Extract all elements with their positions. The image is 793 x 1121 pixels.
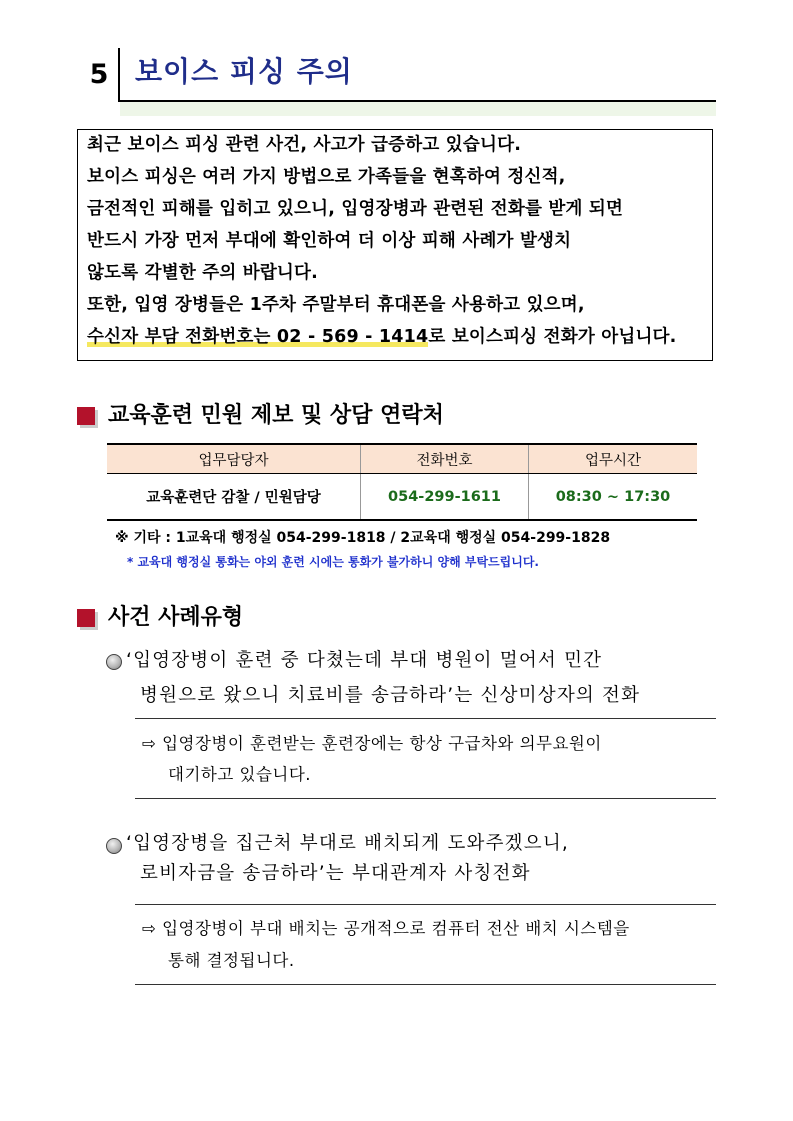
bullet-icon [106, 838, 122, 854]
other-contacts-note: * 교육대 행정실 통화는 야외 훈련 시에는 통화가 불가하니 양해 부탁드립니다. [127, 555, 539, 569]
case-2-line-2: 로비자금을 송금하라’는 부대관계자 사칭전화 [140, 863, 531, 884]
page-title: 보이스 피싱 주의 [135, 55, 353, 88]
case-1-answer-2: 대기하고 있습니다. [168, 765, 312, 784]
divider [135, 798, 716, 799]
notice-line: 최근 보이스 피싱 관련 사건, 사고가 급증하고 있습니다. [87, 135, 522, 155]
heading-square-icon [77, 407, 95, 425]
contact-hours: 08:30 ~ 17:30 [528, 474, 697, 521]
case-2-answer-1: ⇨ 입영장병이 부대 배치는 공개적으로 컴퓨터 전산 배치 시스템을 [142, 919, 630, 938]
case-1-line-2: 병원으로 왔으니 치료비를 송금하라’는 신상미상자의 전화 [140, 685, 641, 706]
cases-heading: 사건 사례유형 [108, 605, 244, 630]
heading-square-icon [77, 609, 95, 627]
notice-line: 금전적인 피해를 입히고 있으니, 입영장병과 관련된 전화를 받게 되면 [87, 199, 624, 219]
toll-free-number-highlight: 수신자 부담 전화번호는 02 - 569 - 1414 [87, 327, 429, 347]
bullet-icon [106, 654, 122, 670]
notice-line: 또한, 입영 장병들은 1주차 주말부터 휴대폰을 사용하고 있으며, [87, 295, 585, 315]
column-header-hours: 업무시간 [528, 444, 697, 474]
notice-box [77, 129, 713, 361]
other-contacts: ※ 기타 : 1교육대 행정실 054-299-1818 / 2교육대 행정실 054-299-1828 [115, 530, 611, 546]
notice-line: 반드시 가장 먼저 부대에 확인하여 더 이상 피해 사례가 발생치 [87, 231, 572, 251]
notice-line-rest: 로 보이스피싱 전화가 아닙니다. [428, 327, 677, 347]
contact-heading: 교육훈련 민원 제보 및 상담 연락처 [108, 403, 444, 428]
contact-person: 교육훈련단 감찰 / 민원담당 [107, 474, 361, 521]
table-row [107, 474, 697, 521]
case-2-answer-2: 통해 결정됩니다. [168, 951, 295, 970]
section-number: 5 [89, 59, 109, 90]
title-underline-band [120, 102, 716, 116]
contact-phone: 054-299-1611 [361, 474, 529, 521]
column-header-phone: 전화번호 [361, 444, 529, 474]
divider [135, 984, 716, 985]
divider [135, 718, 716, 719]
notice-line-last [87, 322, 677, 352]
column-header-person: 업무담당자 [107, 444, 361, 474]
contact-table [107, 443, 697, 521]
case-1-line-1: ‘입영장병이 훈련 중 다쳤는데 부대 병원이 멀어서 민간 [126, 650, 603, 671]
case-1-answer-1: ⇨ 입영장병이 훈련받는 훈련장에는 항상 구급차와 의무요원이 [142, 734, 602, 753]
section-divider [118, 48, 120, 102]
divider [135, 904, 716, 905]
case-2-line-1: ‘입영장병을 집근처 부대로 배치되게 도와주겠으니, [126, 833, 569, 854]
notice-line: 않도록 각별한 주의 바랍니다. [87, 263, 318, 283]
notice-line: 보이스 피싱은 여러 가지 방법으로 가족들을 현혹하여 정신적, [87, 167, 566, 187]
